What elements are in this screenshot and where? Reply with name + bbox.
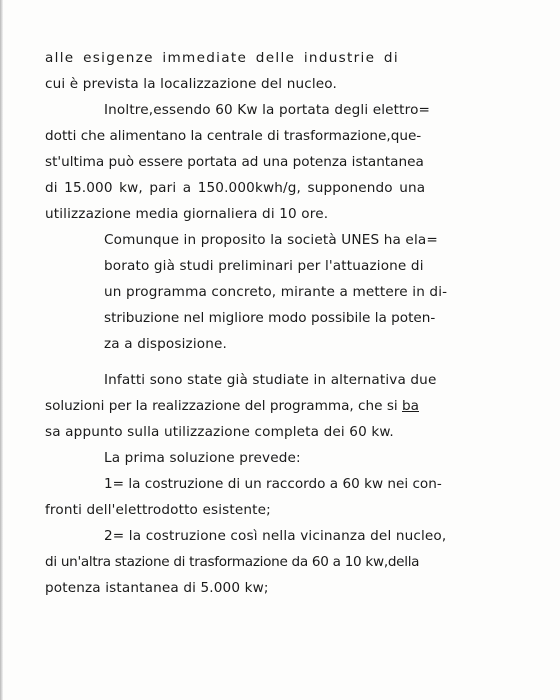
text-line: dotti che alimentano la centrale di trasformazione,que- <box>45 128 422 144</box>
text-line: stribuzione nel migliore modo possibile la poten- <box>104 310 436 326</box>
text-line: Inoltre,essendo 60 Kw la portata degli elettro= <box>104 102 431 118</box>
text-line: utilizzazione media giornaliera di 10 ore. <box>45 206 329 222</box>
text-line: alle esigenze immediate delle industrie di <box>45 50 399 66</box>
text-line: za a disposizione. <box>104 336 227 352</box>
text-line: cui è prevista la localizzazione del nucleo. <box>45 76 337 92</box>
underlined-fragment: ba <box>402 398 419 414</box>
text-line: Infatti sono state già studiate in alternativa due <box>104 372 437 388</box>
text-line: La prima soluzione prevede: <box>104 450 301 466</box>
text-line: st'ultima può essere portata ad una potenza istantanea <box>45 154 424 170</box>
text-line: 1= la costruzione di un raccordo a 60 kw nei con- <box>104 476 442 492</box>
text-line: 2= la costruzione così nella vicinanza del nucleo, <box>104 528 447 544</box>
text-line: un programma concreto, mirante a mettere in di- <box>104 284 448 300</box>
text-line <box>45 398 419 414</box>
text-line: Comunque in proposito la società UNES ha ela= <box>104 232 438 248</box>
text-line: di un'altra stazione di trasformazione da 60 a 10 kw,della <box>45 554 420 570</box>
text-line: di 15.000 kw, pari a 150.000kwh/g, supponendo una <box>45 180 426 196</box>
page-edge-shadow <box>0 0 3 700</box>
text-line: fronti dell'elettrodotto esistente; <box>45 502 271 518</box>
text-line-main: soluzioni per la realizzazione del programma, che si <box>45 398 403 414</box>
text-line: sa appunto sulla utilizzazione completa dei 60 kw. <box>45 424 394 440</box>
text-line: potenza istantanea di 5.000 kw; <box>45 580 269 596</box>
text-line: borato già studi preliminari per l'attuazione di <box>104 258 424 274</box>
